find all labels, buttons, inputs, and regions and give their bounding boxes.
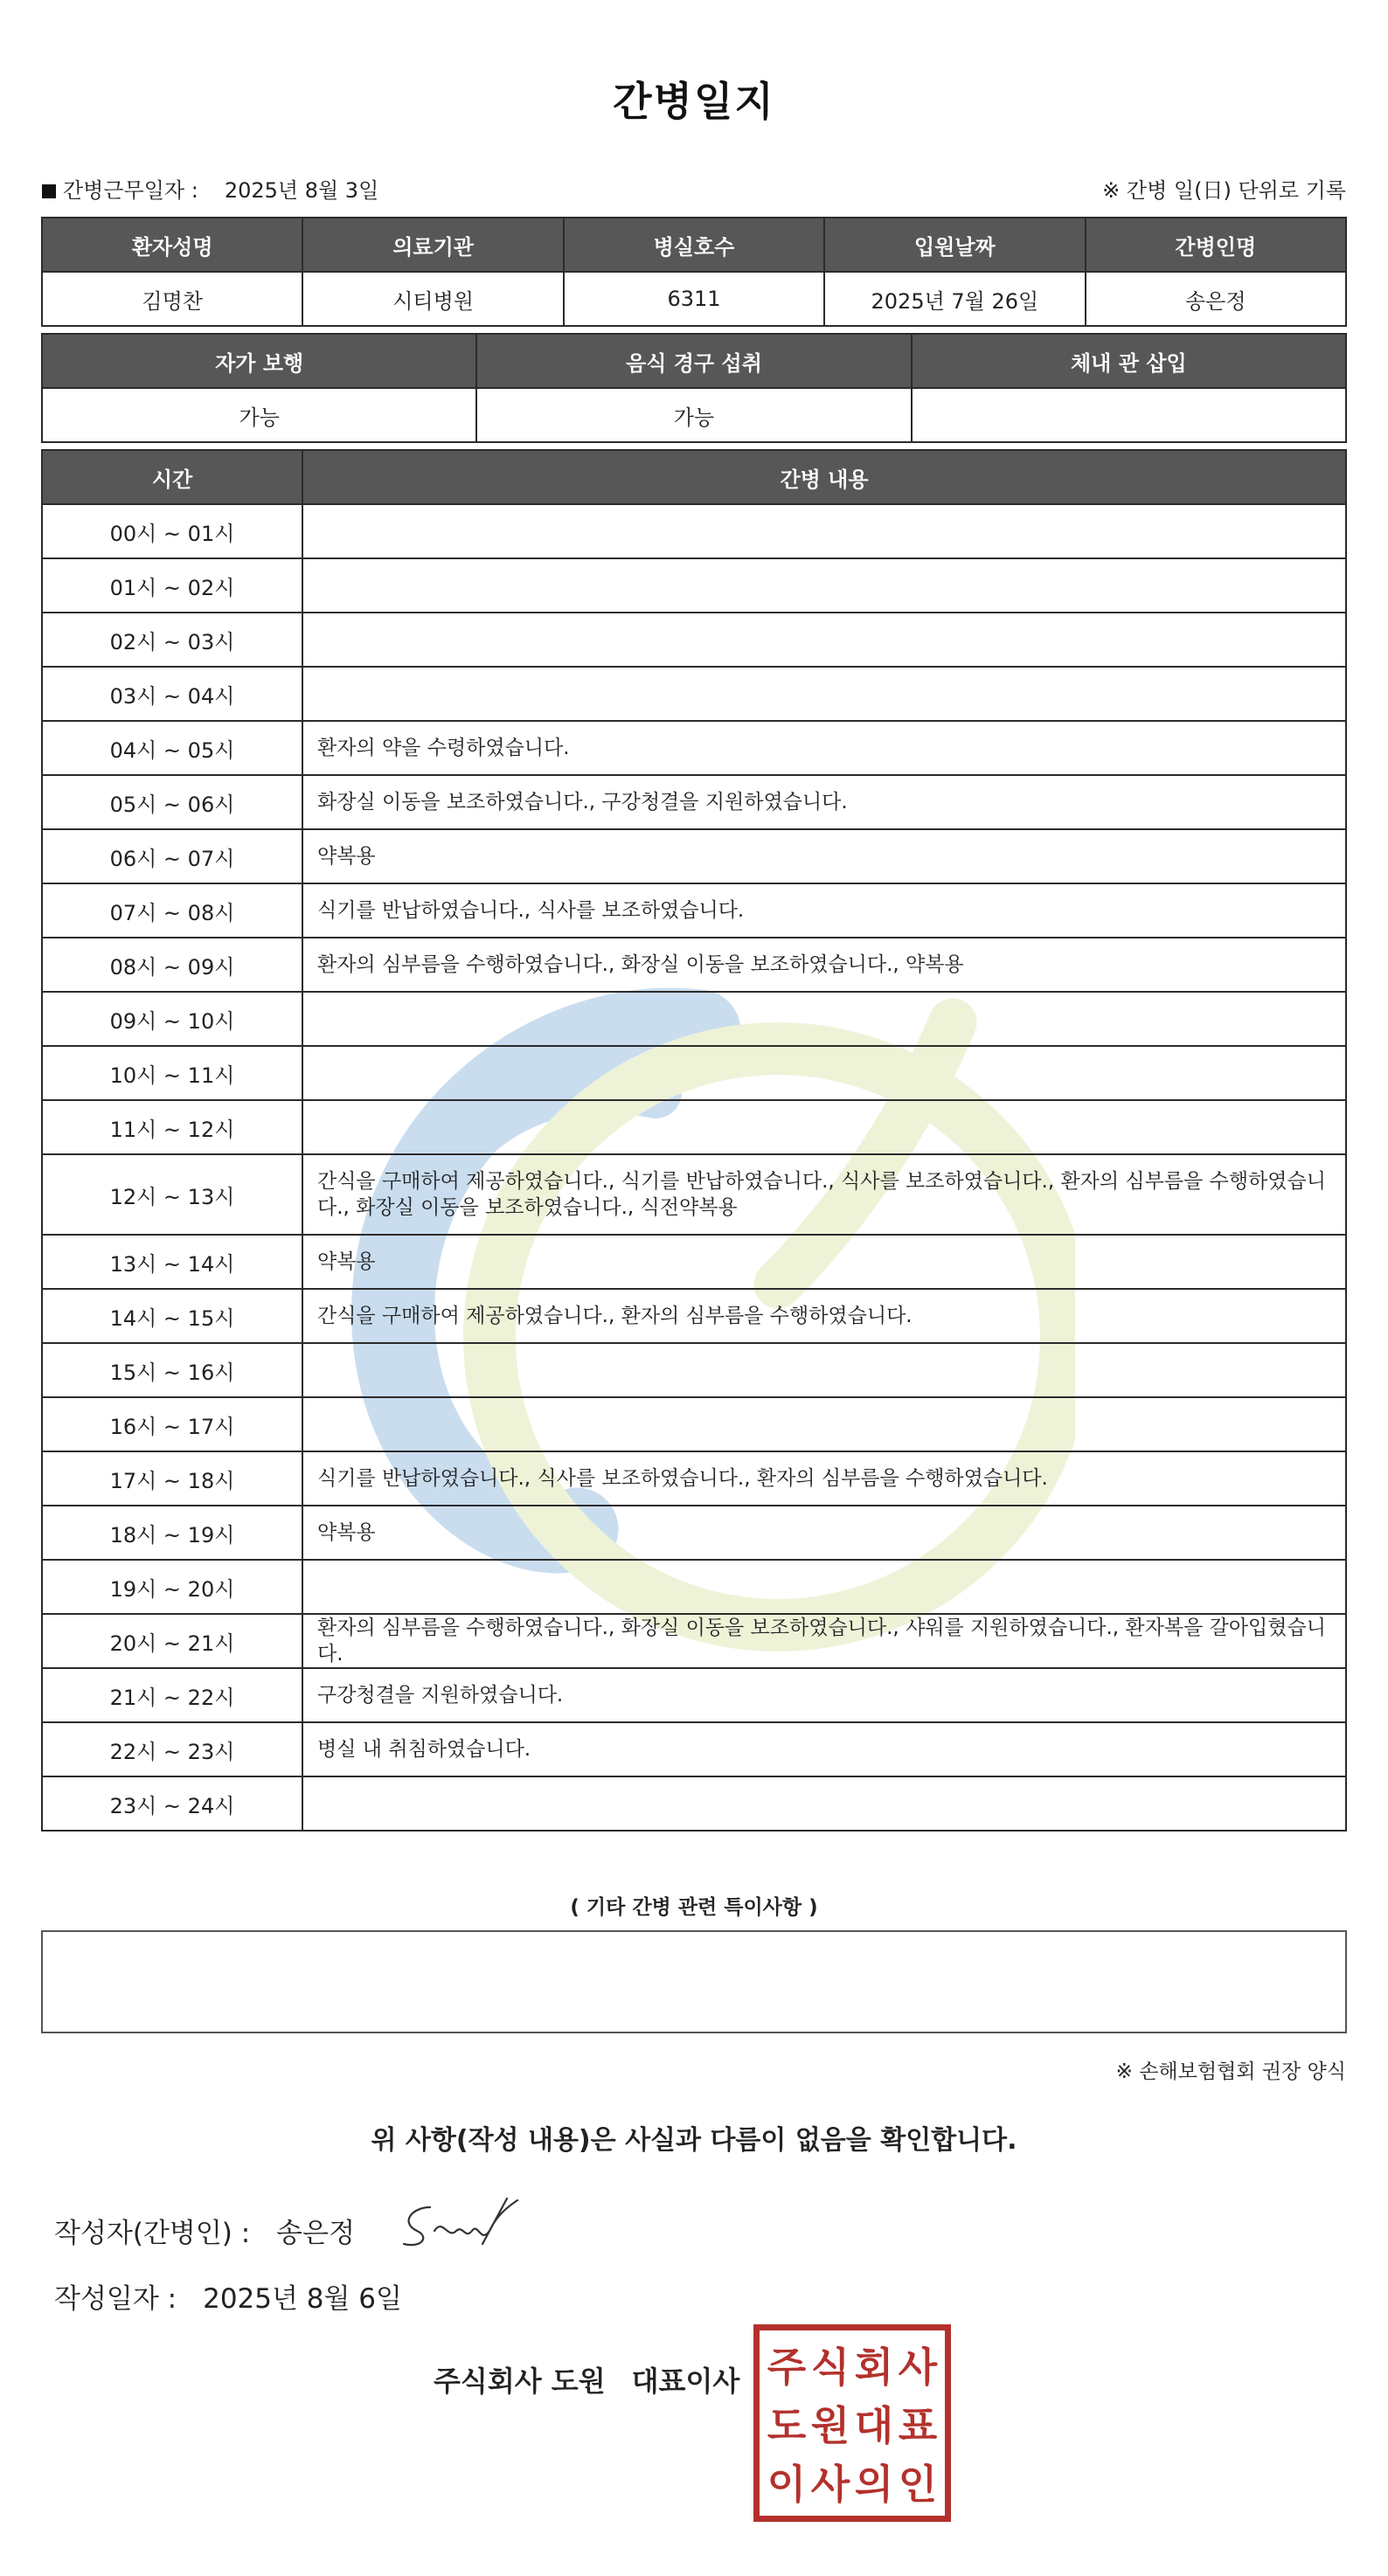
- care-content: [302, 558, 1346, 613]
- care-content: 병실 내 취침하였습니다.: [302, 1722, 1346, 1776]
- care-content: 환자의 약을 수령하였습니다.: [302, 721, 1346, 775]
- table-row: [42, 721, 1346, 775]
- table-row: [42, 1343, 1346, 1397]
- company-name: 주식회사 도원: [434, 2365, 606, 2398]
- patient-info-table: [41, 217, 1347, 327]
- table-row: [42, 1397, 1346, 1451]
- table-row: [42, 1100, 1346, 1154]
- table-row: [42, 883, 1346, 938]
- time-slot: 09시 ~ 10시: [42, 992, 302, 1046]
- care-content: [302, 667, 1346, 721]
- seal-char: 표: [898, 2401, 938, 2449]
- page-title: 간병일지: [613, 78, 775, 125]
- table-row: [42, 667, 1346, 721]
- room-number: 6311: [564, 272, 824, 326]
- time-slot: 02시 ~ 03시: [42, 613, 302, 667]
- care-content: [302, 1397, 1346, 1451]
- time-slot: 08시 ~ 09시: [42, 938, 302, 992]
- header-room: 병실호수: [564, 218, 824, 272]
- seal-char: 주: [767, 2344, 807, 2392]
- bullet-square-icon: [42, 184, 56, 198]
- care-content: [302, 1776, 1346, 1831]
- care-log-table: [41, 449, 1347, 1832]
- care-content: 약복용: [302, 1235, 1346, 1289]
- header-patient-name: 환자성명: [42, 218, 302, 272]
- writer-line: [54, 2211, 355, 2250]
- care-content: [302, 1560, 1346, 1614]
- signature-icon: [395, 2192, 535, 2261]
- remarks-box: [41, 1930, 1347, 2033]
- seal-char: 의: [854, 2460, 894, 2508]
- write-date-line: [54, 2276, 402, 2316]
- care-content: 식기를 반납하였습니다., 식사를 보조하였습니다.: [302, 883, 1346, 938]
- table-row: [42, 558, 1346, 613]
- caregiver-name: 송은정: [1086, 272, 1346, 326]
- header-care-content: 간병 내용: [302, 450, 1346, 504]
- care-content: [302, 613, 1346, 667]
- time-slot: 10시 ~ 11시: [42, 1046, 302, 1100]
- header-oral-intake: 음식 경구 섭취: [476, 334, 911, 388]
- time-slot: 13시 ~ 14시: [42, 1235, 302, 1289]
- care-content: 환자의 심부름을 수행하였습니다., 화장실 이동을 보조하였습니다., 약복용: [302, 938, 1346, 992]
- table-row: [42, 1614, 1346, 1668]
- table-row: [42, 1560, 1346, 1614]
- seal-char: 인: [898, 2460, 938, 2508]
- time-slot: 04시 ~ 05시: [42, 721, 302, 775]
- time-slot: 19시 ~ 20시: [42, 1560, 302, 1614]
- remarks-title: ( 기타 간병 관련 특이사항 ): [570, 1896, 818, 1919]
- admission-date: 2025년 7월 26일: [824, 272, 1085, 326]
- header-admission-date: 입원날짜: [824, 218, 1085, 272]
- table-row: [42, 504, 1346, 558]
- time-slot: 12시 ~ 13시: [42, 1154, 302, 1235]
- table-row: [42, 1668, 1346, 1722]
- table-row: [42, 775, 1346, 829]
- table-row: [42, 1289, 1346, 1343]
- patient-name: 김명찬: [42, 272, 302, 326]
- time-slot: 05시 ~ 06시: [42, 775, 302, 829]
- representative-title: 대표이사: [631, 2365, 740, 2398]
- seal-char: 사: [898, 2344, 938, 2392]
- care-content: 구강청결을 지원하였습니다.: [302, 1668, 1346, 1722]
- time-slot: 15시 ~ 16시: [42, 1343, 302, 1397]
- care-content: 환자의 심부름을 수행하였습니다., 화장실 이동을 보조하였습니다., 샤워를 지원하였습니다., 환자복을 갈아입혔습니다.: [302, 1614, 1346, 1668]
- table-row: [42, 1506, 1346, 1560]
- table-row: [42, 992, 1346, 1046]
- header-caregiver: 간병인명: [1086, 218, 1346, 272]
- care-content: 간식을 구매하여 제공하였습니다., 식기를 반납하였습니다., 식사를 보조하였습니다., 환자의 심부름을 수행하였습니다., 화장실 이동을 보조하였습니다., 식전약복용: [302, 1154, 1346, 1235]
- time-slot: 01시 ~ 02시: [42, 558, 302, 613]
- work-date-bar: [42, 173, 1346, 208]
- time-slot: 00시 ~ 01시: [42, 504, 302, 558]
- record-unit-note: ※ 간병 일(日) 단위로 기록: [1102, 178, 1346, 203]
- table-row: [42, 1046, 1346, 1100]
- writer-label: 작성자(간병인) :: [54, 2218, 251, 2249]
- time-slot: 17시 ~ 18시: [42, 1451, 302, 1506]
- seal-char: 원: [810, 2401, 850, 2449]
- confirmation-statement: 위 사항(작성 내용)은 사실과 다름이 없음을 확인합니다.: [371, 2125, 1017, 2156]
- oral-intake-value: 가능: [476, 388, 911, 442]
- hospital-name: 시티병원: [302, 272, 563, 326]
- table-row: [42, 829, 1346, 883]
- care-content: [302, 992, 1346, 1046]
- time-slot: 16시 ~ 17시: [42, 1397, 302, 1451]
- care-content: 식기를 반납하였습니다., 식사를 보조하였습니다., 환자의 심부름을 수행하였습니다.: [302, 1451, 1346, 1506]
- time-slot: 21시 ~ 22시: [42, 1668, 302, 1722]
- time-slot: 20시 ~ 21시: [42, 1614, 302, 1668]
- table-row: [42, 1451, 1346, 1506]
- self-walking-value: 가능: [42, 388, 476, 442]
- header-time: 시간: [42, 450, 302, 504]
- seal-char: 식: [810, 2344, 850, 2392]
- work-date-value: 2025년 8월 3일: [224, 178, 379, 203]
- care-content: [302, 1100, 1346, 1154]
- care-content: [302, 1343, 1346, 1397]
- header-hospital: 의료기관: [302, 218, 563, 272]
- care-content: 간식을 구매하여 제공하였습니다., 환자의 심부름을 수행하였습니다.: [302, 1289, 1346, 1343]
- table-row: [42, 1776, 1346, 1831]
- company-seal-icon: [753, 2324, 951, 2522]
- time-slot: 03시 ~ 04시: [42, 667, 302, 721]
- time-slot: 22시 ~ 23시: [42, 1722, 302, 1776]
- write-date-label: 작성일자 :: [54, 2283, 177, 2315]
- care-content: [302, 504, 1346, 558]
- form-source-note: ※ 손해보험협회 권장 양식: [1115, 2060, 1346, 2083]
- table-row: [42, 613, 1346, 667]
- seal-char: 대: [854, 2401, 894, 2449]
- write-date-value: 2025년 8월 6일: [203, 2283, 402, 2315]
- patient-status-table: [41, 333, 1347, 443]
- company-line: [434, 2359, 739, 2399]
- table-row: [42, 1722, 1346, 1776]
- work-date-label: 간병근무일자 :: [63, 178, 198, 203]
- header-tube-insertion: 체내 관 삽입: [912, 334, 1346, 388]
- writer-name: 송은정: [276, 2218, 356, 2249]
- seal-char: 회: [854, 2344, 894, 2392]
- table-row: [42, 1235, 1346, 1289]
- seal-char: 사: [810, 2460, 850, 2508]
- tube-insertion-value: [912, 388, 1346, 442]
- care-content: 약복용: [302, 1506, 1346, 1560]
- time-slot: 11시 ~ 12시: [42, 1100, 302, 1154]
- seal-char: 도: [767, 2401, 807, 2449]
- time-slot: 07시 ~ 08시: [42, 883, 302, 938]
- care-content: [302, 1046, 1346, 1100]
- care-content: 약복용: [302, 829, 1346, 883]
- table-row: [42, 938, 1346, 992]
- header-self-walking: 자가 보행: [42, 334, 476, 388]
- time-slot: 18시 ~ 19시: [42, 1506, 302, 1560]
- time-slot: 14시 ~ 15시: [42, 1289, 302, 1343]
- table-row: [42, 1154, 1346, 1235]
- time-slot: 06시 ~ 07시: [42, 829, 302, 883]
- time-slot: 23시 ~ 24시: [42, 1776, 302, 1831]
- seal-char: 이: [767, 2460, 807, 2508]
- care-content: 화장실 이동을 보조하였습니다., 구강청결을 지원하였습니다.: [302, 775, 1346, 829]
